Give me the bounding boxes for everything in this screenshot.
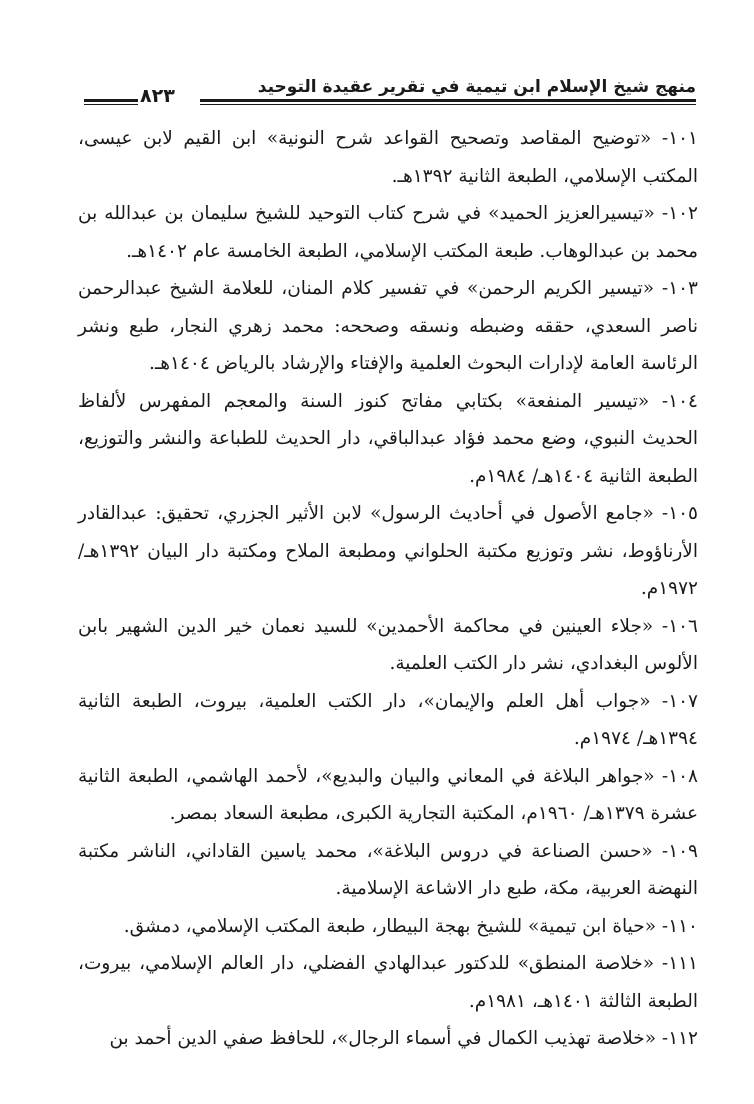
entry-number: ١٠١- [661,128,698,149]
header-rule-left [84,99,138,105]
bibliography-entry [78,383,698,496]
bibliography-entry [78,908,698,946]
entry-number: ١١٠- [661,915,698,937]
entry-number: ١٠٢- [661,203,698,224]
bibliography-entry [78,120,698,195]
bibliography-entry [78,683,698,758]
entry-text: «توضيح المقاصد وتصحيح القواعد شرح النونية» ابن القيم لابن عيسى، المكتب الإسلامي، الطبعة الثانية ١٣٩٢هـ. [78,128,698,187]
entry-number: ١٠٤- [661,390,698,412]
bibliography-list [78,120,698,1058]
entry-number: ١٠٩- [661,840,698,862]
entry-text: «حسن الصناعة في دروس البلاغة»، محمد ياسين القاداني، الناشر مكتبة النهضة العربية، مكة، طبع دار الاشاعة الإسلامية. [78,840,698,899]
entry-text: «حياة ابن تيمية» للشيخ بهجة البيطار، طبعة المكتب الإسلامي، دمشق. [123,915,657,937]
entry-text: «جواهر البلاغة في المعاني والبيان والبديع»، لأحمد الهاشمي، الطبعة الثانية عشرة ١٣٧٩هـ/ ١٩٦٠م، المكتبة التجارية الكبرى، مطبعة السعاد بمصر. [78,765,698,824]
bibliography-entry [78,270,698,383]
entry-text: «جامع الأصول في أحاديث الرسول» لابن الأثير الجزري، تحقيق: عبدالقادر الأرناؤوط، نشر وتوزيع مكتبة الحلواني ومطبعة الملاح ومكتبة دار البيان ١٣٩٢هـ/ ١٩٧٢م. [78,503,698,599]
entry-text: «جلاء العينين في محاكمة الأحمدين» للسيد نعمان خير الدين الشهير بابن الألوس البغدادي، نشر دار الكتب العلمية. [78,615,698,674]
header-rule-right [200,99,696,105]
entry-number: ١٠٨- [661,765,698,787]
entry-number: ١٠٣- [661,278,698,299]
entry-number: ١١٢- [661,1028,698,1049]
entry-text: «تيسير المنفعة» بكتابي مفاتح كنوز السنة والمعجم المفهرس لألفاظ الحديث النبوي، وضع محمد فؤاد عبدالباقي، دار الحديث للطباعة والنشر والتوزيع، الطبعة الثانية ١٤٠٤هـ/ ١٩٨٤م. [78,390,698,487]
bibliography-entry [78,945,698,1020]
bibliography-entry [78,758,698,833]
header-title: منهج شيخ الإسلام ابن تيمية في تقرير عقيدة التوحيد [257,77,696,97]
bibliography-entry [78,833,698,908]
entry-text: «تيسيرالعزيز الحميد» في شرح كتاب التوحيد للشيخ سليمان بن عبدالله بن محمد بن عبدالوهاب. طبعة المكتب الإسلامي، الطبعة الخامسة عام ١٤٠٢هـ. [78,203,698,262]
page-number: ٨٢٣ [140,85,175,107]
entry-number: ١٠٧- [661,690,698,712]
bibliography-entry [78,195,698,270]
entry-text: «خلاصة تهذيب الكمال في أسماء الرجال»، للحافظ صفي الدين أحمد بن [109,1028,657,1049]
entry-number: ١١١- [661,953,698,974]
entry-number: ١٠٥- [661,503,698,524]
running-header [76,74,696,112]
bibliography-entry [78,1020,698,1058]
entry-text: «جواب أهل العلم والإيمان»، دار الكتب العلمية، بيروت، الطبعة الثانية ١٣٩٤هـ/ ١٩٧٤م. [78,690,698,749]
entry-text: «خلاصة المنطق» للدكتور عبدالهادي الفضلي، دار العالم الإسلامي، بيروت، الطبعة الثالثة ١٤٠١هـ، ١٩٨١م. [78,953,698,1012]
entry-number: ١٠٦- [661,615,698,637]
bibliography-entry [78,608,698,683]
entry-text: «تيسير الكريم الرحمن» في تفسير كلام المنان، للعلامة الشيخ عبدالرحمن ناصر السعدي، حققه وضبطه ونسقه وصححه: محمد زهري النجار، طبع ونشر الرئاسة العامة لإدارات البحوث العلمية والإفتاء والإرشاد بالرياض ١٤٠٤هـ. [78,278,698,374]
bibliography-entry [78,495,698,608]
